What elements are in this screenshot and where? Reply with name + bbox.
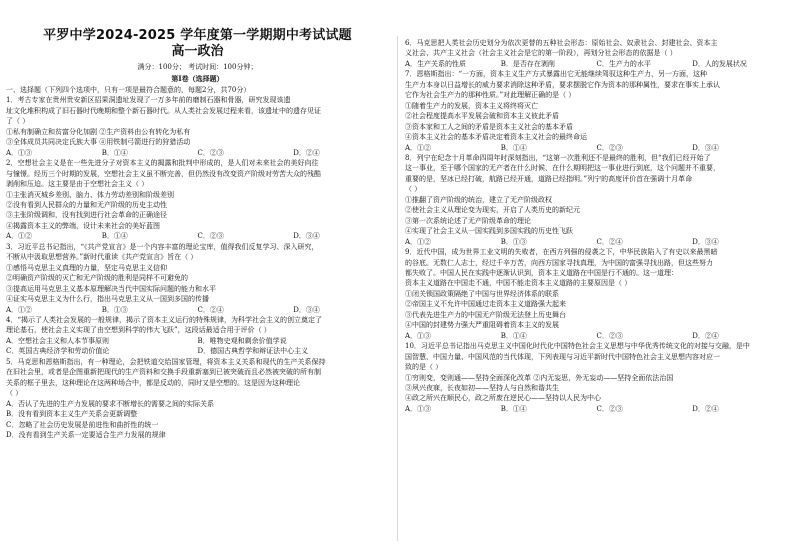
question-1-text: 了（ ） — [6, 117, 30, 126]
option-b[interactable]: B．①④ — [101, 232, 128, 241]
question-1-options — [6, 148, 389, 158]
option-a[interactable]: A．①③ — [405, 331, 432, 340]
question-8-text: 8．列宁在纪念十月革命四周年时深刻指出，“这第一次胜利还不是最终的胜利，但“我们已经开始了 — [405, 153, 711, 162]
instructions: 一、选择题（下列四个选项中，只有一项是最符合题意的，每题2分，共70分） — [6, 86, 251, 94]
option-c[interactable]: C．②③ — [596, 331, 623, 340]
question-8-statement: ①推翻了资产阶级的统治，建立了无产阶级政权 — [405, 195, 552, 204]
column-divider — [397, 36, 398, 541]
question-2-statement: ④揭露资本主义的弊端，设计未来社会的美好蓝图 — [6, 221, 160, 230]
question-8-statement: ④实现了社会主义从一国实践到多国实践的历史性飞跃 — [405, 227, 573, 236]
question-7-options — [405, 143, 788, 153]
question-7-text: 7．恩格斯指出：“一方面，资本主义生产方式暴露出它无能继续驾驭这种生产力，另一方面，这种 — [405, 70, 708, 79]
option-c[interactable]: C．②④ — [197, 305, 224, 314]
question-9-statement: ④中国的封建势力强大严重阻碍着资本主义的发展 — [405, 321, 559, 330]
question-4-options — [6, 336, 389, 346]
option-c[interactable]: C．忽略了社会历史发展是前进性和曲折性的统一 — [6, 420, 159, 429]
exam-meta: 满分：100分； 考试时间：100分钟； — [137, 63, 258, 71]
option-d[interactable]: D．人的发展状况 — [692, 59, 747, 68]
option-a[interactable]: A．①② — [405, 237, 432, 246]
question-4-text: 理论基石，使社会主义实现了由空想到科学的伟大飞跃”，这段话最适合用于评价（ ） — [6, 326, 271, 335]
question-3-options — [6, 305, 389, 315]
option-a[interactable]: A．①② — [405, 143, 432, 152]
question-9-statement: ②帝国主义不允许中国通过走资本主义道路强大起来 — [405, 300, 566, 309]
option-b[interactable]: B．①④ — [500, 404, 527, 413]
left-column — [6, 0, 389, 440]
option-c[interactable]: C．英国古典经济学和劳动价值论 — [6, 347, 110, 356]
option-d[interactable]: D．没有看到生产关系一定要适合生产力发展的规律 — [6, 430, 166, 439]
question-2-text: 与憧憬。经历三个时期的发展，空想社会主义虽不断完善，但仍然没有改变资产阶级对劳苦大众的残酷 — [6, 169, 321, 178]
question-4-text: 4．“揭示了人类社会发展的一般规律，揭示了资本主义运行的特殊规律，为科学社会主义的创立奠定了 — [6, 315, 323, 324]
exam-title: 平罗中学2024-2025 学年度第一学期期中考试试题 — [43, 28, 352, 43]
option-a[interactable]: A．①② — [6, 232, 33, 241]
question-5-text: 5．马克思和恩格斯指出，有一种理论，会把铁道交给国家管理，将资本主义关系和现代的生产关系保持 — [6, 357, 326, 366]
option-d[interactable]: D．③④ — [692, 143, 719, 152]
question-3-statement: ④证实马克思主义为什么行，指出马克思主义从一国到多国的传播 — [6, 295, 209, 304]
option-b[interactable]: B．唯物史观和剩余价值学说 — [197, 336, 287, 345]
question-7-text: 生产力本身以日益增长的威力要求消除这种矛盾，要求摆脱它作为资本的那种属性，要求在事实上承认 — [405, 80, 720, 89]
option-b[interactable]: B．①④ — [500, 331, 527, 340]
question-7-statement: ④资本主义社会的基本矛盾决定着资本主义社会的最终命运 — [405, 133, 587, 142]
option-d[interactable]: D．②④ — [692, 404, 719, 413]
exam-subtitle: 高一政治 — [171, 44, 224, 59]
question-1-statements: ①私有制确立和贫富分化加剧 ②生产资料由公有转化为私有 — [6, 127, 191, 136]
question-9-text: 资本主义道路在中国走不通，中国不能走资本主义道路的主要原因是（ ） — [405, 279, 632, 288]
question-9-text: 的谷底。无数仁人志士，经过千辛万苦，向西方国家寻找真理，为中国的富强寻找出路，但这些努力 — [405, 258, 713, 267]
option-d[interactable]: D．③④ — [692, 237, 719, 246]
question-10-text: 国智慧、中国力量、中国风范的当代体现，下列表现与习近平新时代中国特色社会主义思想内容对应一 — [405, 352, 720, 361]
question-8-text: 重要的是，坚冰已经打破，航路已经开通，道路已经指明。”列宁的高度评价首在强调十月革命 — [405, 174, 693, 183]
question-10-options — [405, 404, 788, 414]
option-c[interactable]: C．②③ — [596, 404, 623, 413]
question-9-text: 9．近代中国，成为世界工业文明的失败者，在西方列强的侵袭之下，中华民族陷入了有史以来最黑暗 — [405, 248, 718, 257]
question-7-statement: ②社会程度提高水平发展会破和资本主义彼此矛盾 — [405, 112, 559, 121]
question-8-text: （ ） — [405, 185, 422, 194]
option-d[interactable]: D．③④ — [293, 305, 320, 314]
option-a[interactable]: A．①③ — [6, 148, 33, 157]
question-10-statement: ①穷则变，变则通——坚持全面深化改革 ②内无妄思，外无妄动——坚持全面依法治国 — [405, 373, 674, 382]
option-c[interactable]: C．生产力的水平 — [596, 59, 651, 68]
question-1-text: 址文化堆积构成了旧石器时代晚期和整个新石器时代。从人类社会发展过程来看，该遗址中的遗存见证 — [6, 106, 321, 115]
question-2-statement: ③主张阶级调和，没有找到进行社会革命的正确途径 — [6, 211, 167, 220]
question-10-text: 致的是（ ） — [405, 363, 443, 372]
option-a[interactable]: A．①③ — [405, 404, 432, 413]
question-3-text: 不断从中汲取思想营养。”新时代重读《共产党宣言》旨在（ ） — [6, 253, 198, 262]
question-1-text: 1．考古专家在贵州贵安新区招果洞遗址发现了一万多年前的磨制石器和骨器，研究发现该遗 — [6, 96, 291, 105]
option-d[interactable]: D．②④ — [293, 148, 320, 157]
question-7-statement: ③资本家和工人之间的矛盾是资本主义社会的基本矛盾 — [405, 122, 573, 131]
option-b[interactable]: B．①④ — [500, 143, 527, 152]
question-6-options — [405, 59, 788, 69]
option-a[interactable]: A．否认了先进的生产力发展的要求不断增长的需要之间的实际关系 — [6, 399, 215, 408]
option-a[interactable]: A．生产关系的性质 — [405, 59, 467, 68]
question-8-statement: ②使社会主义从理论变为现实，开启了人类历史的新纪元 — [405, 206, 580, 215]
question-7-statement: ①随着生产力的发展，资本主义将终将灭亡 — [405, 101, 538, 110]
question-3-statement: ②明确资产阶级的灭亡和无产阶级的胜利是同样不可避免的 — [6, 274, 188, 283]
question-2-statement: ②没有看到人民群众的力量和无产阶级的历史主动性 — [6, 200, 167, 209]
question-5-text: （ ） — [6, 389, 23, 398]
option-b[interactable]: B．是否存在剥削 — [500, 59, 555, 68]
question-2-options — [6, 231, 389, 241]
option-b[interactable]: B．①③ — [500, 237, 527, 246]
question-9-text: 都失败了。中国人民在实践中逐渐认识到，资本主义道路在中国是行不通的。这一道理： — [405, 268, 678, 277]
question-8-statement: ③第一次系统论述了无产阶级革命的理论 — [405, 216, 531, 225]
question-2-text: 剥削和压迫。这主要是由于空想社会主义（ ） — [6, 180, 149, 189]
question-5-text: 在旧社会里，或者是企图重新把现代的生产资料和交换手段重新塞到已被突破而且必然被突破的所有制 — [6, 368, 321, 377]
option-b[interactable]: B．没有看到资本主义生产关系会更新调整 — [6, 410, 138, 419]
section-heading: 第Ⅰ卷（选择题） — [171, 74, 224, 83]
question-6-text: 6．马克思把人类社会历史划分为依次更替的五种社会形态：原始社会、奴隶社会、封建社会、资本主 — [405, 39, 718, 47]
option-c[interactable]: C．②③ — [197, 232, 224, 241]
option-a[interactable]: A．①② — [6, 305, 33, 314]
option-d[interactable]: D．德国古典哲学和辩证法中心主义 — [197, 347, 309, 356]
option-b[interactable]: B．①④ — [101, 148, 128, 157]
question-7-text: 它作为社会生产力的那种性质。”对此理解正确的是（ ） — [405, 91, 576, 100]
option-c[interactable]: C．②④ — [596, 237, 623, 246]
question-5-text: 关系的框子里去，这种理论在这两种场合中，都是反动的，同时又是空想的。这是因为这种理论 — [6, 378, 300, 387]
question-9-options — [405, 331, 788, 341]
question-10-statement: ③夙兴夜寐，长夜如初——坚持人与自然和谐共生 — [405, 383, 559, 392]
option-c[interactable]: C．②③ — [197, 148, 224, 157]
option-b[interactable]: B．①③ — [101, 305, 128, 314]
question-10-statement: ④政之所兴在顺民心，政之所废在逆民心——坚持以人民为中心 — [405, 394, 601, 403]
question-8-options — [405, 237, 788, 247]
question-9-statement: ③代表先进生产力的中国无产阶级无法登上历史舞台 — [405, 310, 566, 319]
option-a[interactable]: A．空想社会主义和人本节事原则 — [6, 336, 110, 345]
question-2-text: 2．空想社会主义是在一些先进分子对资本主义的揭露和批判中形成的，是人们对未来社会的美好向往 — [6, 159, 319, 168]
question-4-options — [6, 346, 389, 356]
question-10-text: 10．习近平总书记指出马克思主义中国化时代化中国特色社会主义思想与中华优秀传统文化的对接与交融，是中 — [405, 342, 750, 351]
question-2-statement: ①主张消灭城乡差别、脑力、体力劳动差别和阶级差别 — [6, 190, 174, 199]
question-8-text: 这一事业，至于哪个国家的无产者在什么时候、在什么期明把这一事业进行到底，这个问题并不重要， — [405, 164, 720, 173]
option-c[interactable]: C．②③ — [596, 143, 623, 152]
option-d[interactable]: D．②④ — [692, 331, 719, 340]
question-9-statement: ①闭关锁国政策隔绝了中国与世界经济体系的联系 — [405, 289, 559, 298]
right-column — [405, 38, 788, 414]
option-d[interactable]: D．③④ — [293, 232, 320, 241]
question-3-text: 3．习近平总书记指出，“《共产党宣言》是一个内容丰富的理论宝库，值得我们反复学习、深入研究， — [6, 242, 319, 251]
question-6-text: 义社会、共产主义社会（社会主义社会是它的第一阶段），再划分社会形态的依据是（ ） — [405, 49, 677, 58]
question-1-statements: ③全体成员共同决定氏族大事 ④用铁制弓箭进行的狩猎活动 — [6, 138, 191, 147]
question-3-statement: ①感悟马克思主义真理的力量，坚定马克思主义信仰 — [6, 263, 167, 272]
question-3-statement: ③提高运用马克思主义基本原理解决当代中国实际问题的能力和水平 — [6, 284, 216, 293]
